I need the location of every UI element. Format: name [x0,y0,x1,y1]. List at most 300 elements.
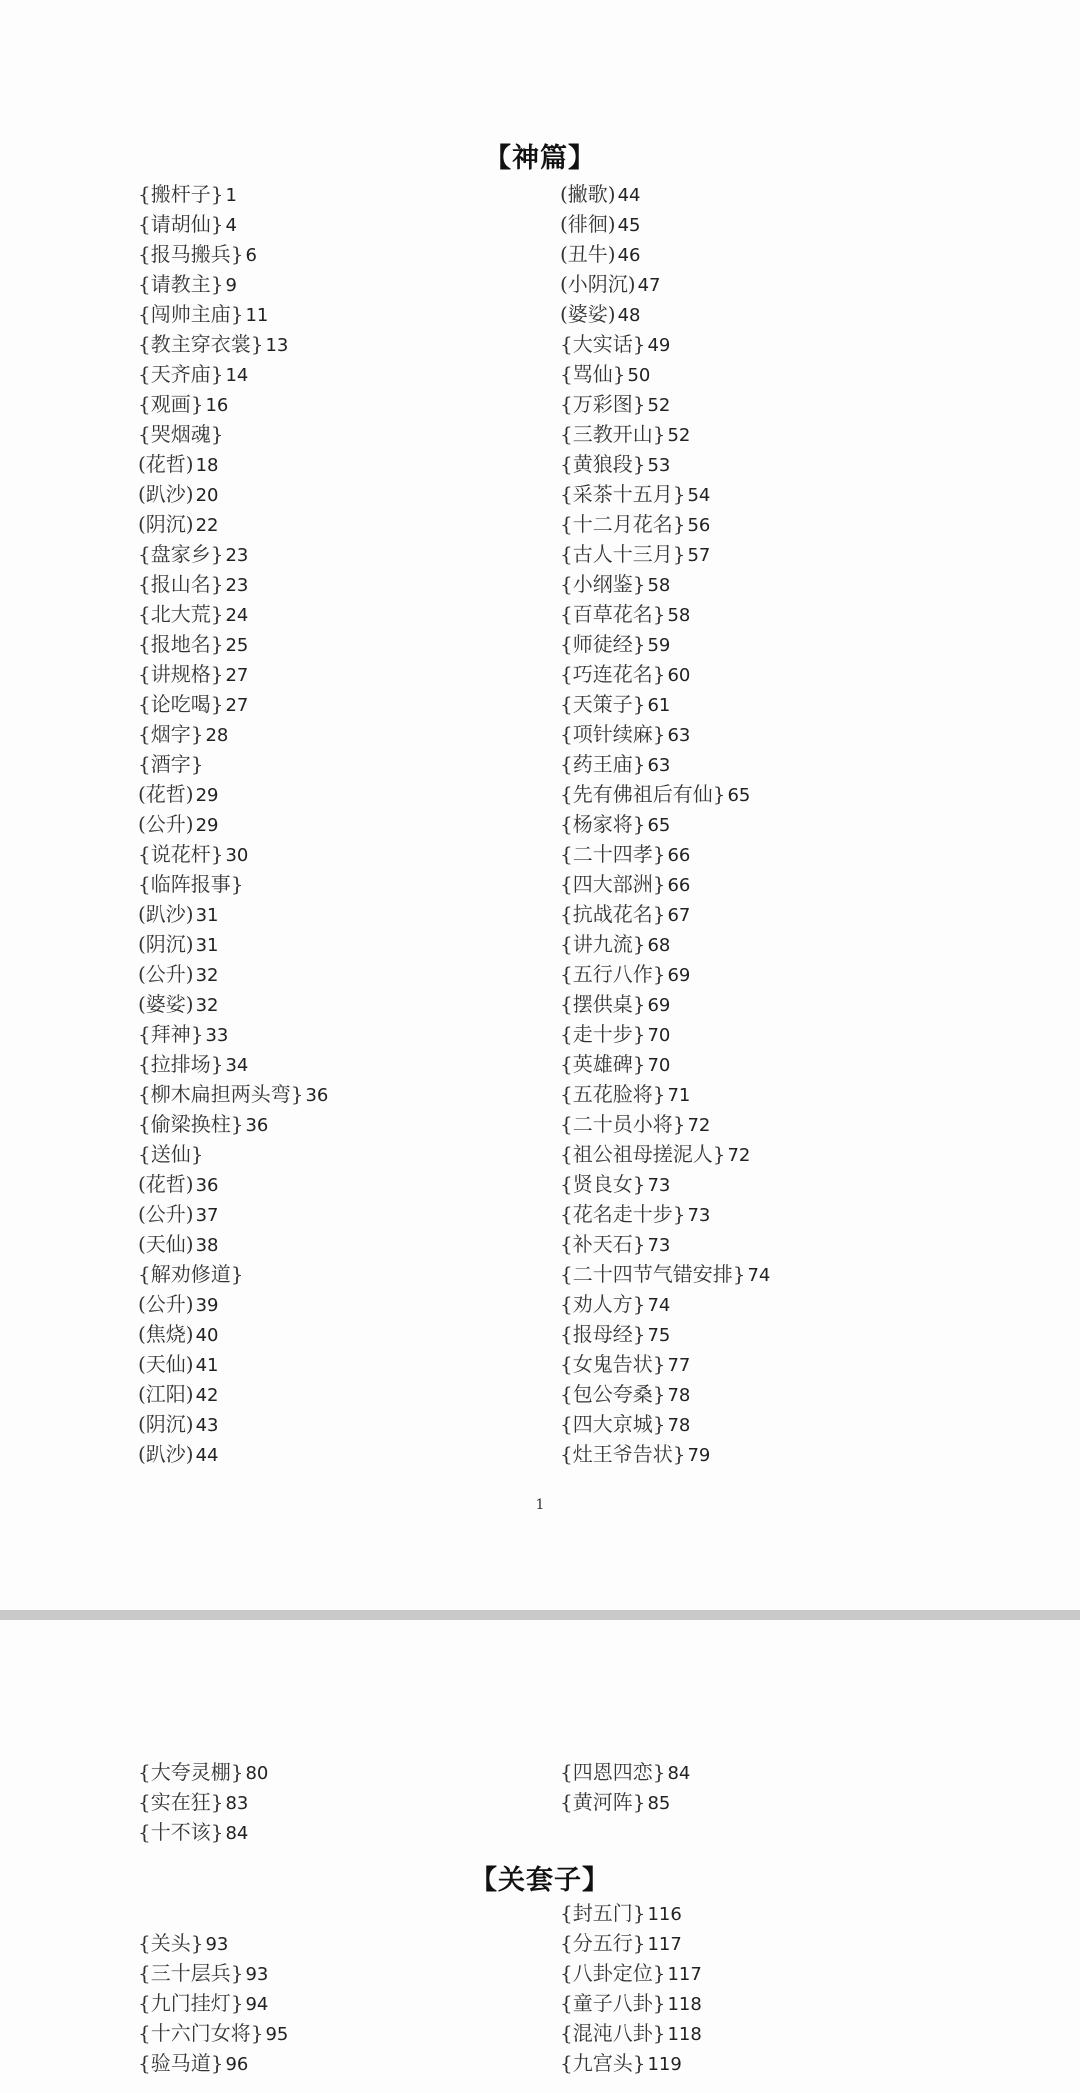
toc-entry [138,479,328,509]
toc-entry-title: {劝人方} [560,1292,646,1316]
toc-entry-title: {验马道} [138,2051,224,2075]
toc-entry-page: 72 [687,1115,711,1136]
toc-entry-page: 93 [205,1934,229,1955]
toc-entry-title: {实在狂} [138,1790,224,1814]
toc-entry-title: (阴沉) [138,932,194,956]
toc-entry [560,1379,770,1409]
toc-entry-page: 73 [687,1205,711,1226]
toc-entry-page: 65 [647,815,671,836]
toc-entry [560,179,770,209]
toc-entry [560,1988,702,2018]
toc-entry [560,2048,702,2078]
toc-entry-title: {酒字} [138,752,204,776]
toc-entry-page: 118 [667,1994,702,2015]
toc-entry [560,989,770,1019]
toc-entry-title: {补天石} [560,1232,646,1256]
toc-entry [560,1049,770,1079]
toc-entry-title: {大夸灵棚} [138,1760,244,1784]
toc-entry [560,689,770,719]
toc-entry-page: 72 [727,1145,751,1166]
toc-entry [560,1409,770,1439]
toc-entry-title: (焦烧) [138,1322,194,1346]
toc-entry [560,1439,770,1469]
toc-entry-title: {师徒经} [560,632,646,656]
toc-entry [560,389,770,419]
toc-entry-title: (徘徊) [560,212,616,236]
toc-entry [560,1787,690,1817]
toc-entry-page: 73 [647,1175,671,1196]
toc-entry-page: 36 [245,1115,269,1136]
toc-entry-title: {先有佛祖后有仙} [560,782,726,806]
toc-entry [560,869,770,899]
toc-entry-page: 74 [647,1295,671,1316]
toc-entry-title: (花哲) [138,452,194,476]
toc-entry [560,539,770,569]
toc-entry [560,239,770,269]
toc-entry-page: 96 [225,2054,249,2075]
toc-entry [138,929,328,959]
toc-entry-page: 42 [195,1385,219,1406]
toc-entry-title: {采茶十五月} [560,482,686,506]
toc-entry-title: {五行八作} [560,962,666,986]
toc-entry-title: (花哲) [138,782,194,806]
toc-entry [560,1079,770,1109]
toc-entry-page: 36 [305,1085,329,1106]
toc-entry-page: 54 [687,485,711,506]
toc-entry-title: {走十步} [560,1022,646,1046]
toc-entry [138,1439,328,1469]
toc-entry-page: 14 [225,365,249,386]
page-number: 1 [535,1497,545,1513]
section-heading-guantaozi: 【关套子】 [470,1865,610,1896]
toc-entry-page: 63 [667,725,691,746]
toc-entry-title: {讲九流} [560,932,646,956]
toc-entry-title: {四恩四恋} [560,1760,666,1784]
toc-entry [560,809,770,839]
toc-entry-title: (趴沙) [138,1442,194,1466]
toc-entry-page: 74 [747,1265,771,1286]
toc-entry-page: 31 [195,935,219,956]
toc-entry-page: 59 [647,635,671,656]
toc-entry [138,1988,288,2018]
toc-entry-title: {北大荒} [138,602,224,626]
toc-entry-page: 70 [647,1025,671,1046]
toc-entry [560,359,770,389]
toc-entry-page: 47 [637,275,661,296]
section-heading-shen: 【神篇】 [484,143,596,174]
toc-entry-page: 95 [265,2024,289,2045]
toc-entry-page: 45 [617,215,641,236]
toc-entry [138,629,328,659]
toc-entry [138,1019,328,1049]
toc-entry-page: 58 [647,575,671,596]
toc-entry-page: 27 [225,665,249,686]
toc-entry-title: {小纲鉴} [560,572,646,596]
toc-entry-page: 63 [647,755,671,776]
toc-entry-page: 29 [195,815,219,836]
toc-entry-page: 43 [195,1415,219,1436]
toc-entry [560,1757,690,1787]
toc-entry-title: {哭烟魂} [138,422,224,446]
toc-entry-page: 6 [245,245,257,266]
toc-entry-page: 36 [195,1175,219,1196]
toc-entry-page: 80 [245,1763,269,1784]
toc-entry [138,659,328,689]
toc-entry-page: 37 [195,1205,219,1226]
toc-entry-title: {混沌八卦} [560,2021,666,2045]
toc-entry-page: 16 [205,395,229,416]
toc-entry-title: {说花杆} [138,842,224,866]
toc-entry [560,329,770,359]
toc-entry-title: {封五门} [560,1901,646,1925]
toc-entry-page: 25 [225,635,249,656]
toc-entry [138,1319,328,1349]
toc-entry [560,1139,770,1169]
toc-entry-title: {英雄碑} [560,1052,646,1076]
toc-entry-page: 9 [225,275,237,296]
toc-entry [560,929,770,959]
toc-entry [560,1169,770,1199]
toc-entry [138,329,328,359]
toc-entry-title: {二十四孝} [560,842,666,866]
toc-entry [138,749,328,779]
toc-entry [560,779,770,809]
toc-entry-page: 34 [225,1055,249,1076]
toc-entry-page: 65 [727,785,751,806]
toc-entry-title: {盘家乡} [138,542,224,566]
toc-entry-page: 22 [195,515,219,536]
toc-entry-title: {柳木扁担两头弯} [138,1082,304,1106]
toc-entry [560,269,770,299]
toc-entry [138,1259,328,1289]
toc-entry [138,599,328,629]
toc-entry-title: {解劝修道} [138,1262,244,1286]
toc-entry-title: {五花脸将} [560,1082,666,1106]
toc-entry-page: 48 [617,305,641,326]
toc-entry [138,419,328,449]
toc-entry [560,1289,770,1319]
toc-entry [560,1109,770,1139]
toc-entry-page: 49 [647,335,671,356]
toc-entry-title: (天仙) [138,1352,194,1376]
toc-entry-title: {黄狼段} [560,452,646,476]
toc-entry-title: (丑牛) [560,242,616,266]
toc-entry-title: (公升) [138,962,194,986]
toc-entry-page: 56 [687,515,711,536]
toc-entry [560,1898,702,1928]
toc-entry-title: {童子八卦} [560,1991,666,2015]
toc-entry [560,1349,770,1379]
toc-entry-title: {请教主} [138,272,224,296]
toc-entry [138,779,328,809]
toc-entry [138,1139,328,1169]
toc-entry [138,1409,328,1439]
toc-entry-title: {二十四节气错安排} [560,1262,746,1286]
toc-entry [138,1787,268,1817]
toc-entry-page: 73 [647,1235,671,1256]
toc-entry [560,1019,770,1049]
toc-entry [560,959,770,989]
toc-entry-page: 79 [687,1445,711,1466]
toc-entry-title: {十六门女将} [138,2021,264,2045]
toc-entry-title: (花哲) [138,1172,194,1196]
toc-entry [560,1199,770,1229]
toc-entry-title: {包公夸桑} [560,1382,666,1406]
toc-entry-page: 52 [667,425,691,446]
toc-column-left [138,1928,288,2078]
toc-entry [560,569,770,599]
toc-entry-title: (阴沉) [138,1412,194,1436]
toc-entry-page: 61 [647,695,671,716]
toc-entry-page: 23 [225,545,249,566]
toc-entry [560,1229,770,1259]
toc-entry-title: {请胡仙} [138,212,224,236]
toc-entry [138,899,328,929]
toc-entry-title: (趴沙) [138,482,194,506]
toc-entry-page: 38 [195,1235,219,1256]
toc-entry [560,509,770,539]
toc-entry-title: (婆娑) [138,992,194,1016]
toc-entry-page: 84 [667,1763,691,1784]
toc-entry-page: 1 [225,185,237,206]
toc-entry [138,1349,328,1379]
toc-entry-title: {二十员小将} [560,1112,686,1136]
toc-entry [138,299,328,329]
toc-entry-page: 93 [245,1964,269,1985]
toc-entry [560,719,770,749]
toc-entry-title: {百草花名} [560,602,666,626]
toc-entry [560,299,770,329]
toc-entry-page: 41 [195,1355,219,1376]
toc-entry-title: (趴沙) [138,902,194,926]
toc-entry-title: {女鬼告状} [560,1352,666,1376]
toc-entry-page: 71 [667,1085,691,1106]
toc-entry-title: {万彩图} [560,392,646,416]
toc-entry-title: {分五行} [560,1931,646,1955]
toc-entry [560,1928,702,1958]
toc-entry [138,809,328,839]
toc-entry-title: {贤良女} [560,1172,646,1196]
toc-entry-page: 78 [667,1415,691,1436]
toc-entry-title: (天仙) [138,1232,194,1256]
toc-entry [138,1289,328,1319]
toc-entry-title: {十不该} [138,1820,224,1844]
toc-entry-title: {送仙} [138,1142,204,1166]
toc-entry [560,449,770,479]
toc-entry [138,1199,328,1229]
toc-column-left-continued [138,1757,268,1847]
toc-entry-title: (公升) [138,1292,194,1316]
toc-entry-page: 23 [225,575,249,596]
toc-entry-page: 75 [647,1325,671,1346]
toc-entry-page: 58 [667,605,691,626]
toc-entry-title: (公升) [138,1202,194,1226]
toc-entry [138,1049,328,1079]
toc-entry [138,269,328,299]
toc-entry-page: 116 [647,1904,682,1925]
toc-entry-page: 28 [205,725,229,746]
toc-entry-title: {摆供桌} [560,992,646,1016]
toc-entry [560,1958,702,1988]
toc-entry-title: {搬杆子} [138,182,224,206]
toc-entry-title: {天齐庙} [138,362,224,386]
toc-entry [138,839,328,869]
toc-entry [138,569,328,599]
toc-entry-title: {杨家将} [560,812,646,836]
toc-entry-title: {报母经} [560,1322,646,1346]
toc-entry-title: {骂仙} [560,362,626,386]
toc-entry-title: {祖公祖母搓泥人} [560,1142,726,1166]
toc-entry [560,629,770,659]
toc-entry-page: 119 [647,2054,682,2075]
toc-entry-page: 4 [225,215,237,236]
toc-entry [560,839,770,869]
toc-entry-title: {抗战花名} [560,902,666,926]
toc-entry-page: 33 [205,1025,229,1046]
toc-entry-page: 31 [195,905,219,926]
toc-entry [138,989,328,1019]
toc-entry [138,1958,288,1988]
toc-entry-page: 84 [225,1823,249,1844]
toc-entry-title: {临阵报事} [138,872,244,896]
toc-entry-page: 57 [687,545,711,566]
toc-entry [138,869,328,899]
toc-entry-title: (公升) [138,812,194,836]
toc-entry-title: {黄河阵} [560,1790,646,1814]
toc-entry [138,359,328,389]
toc-entry [138,1109,328,1139]
toc-entry-title: {四大部洲} [560,872,666,896]
toc-entry-page: 40 [195,1325,219,1346]
toc-entry-page: 60 [667,665,691,686]
toc-entry-page: 68 [647,935,671,956]
toc-entry-title: (婆娑) [560,302,616,326]
toc-entry [560,2018,702,2048]
toc-entry-title: {报马搬兵} [138,242,244,266]
toc-column-right [560,1898,702,2078]
toc-entry-page: 118 [667,2024,702,2045]
toc-entry-page: 69 [667,965,691,986]
toc-entry-title: {花名走十步} [560,1202,686,1226]
toc-entry-title: {关头} [138,1931,204,1955]
toc-entry-title: {教主穿衣裳} [138,332,264,356]
toc-entry-page: 117 [647,1934,682,1955]
toc-entry-title: {巧连花名} [560,662,666,686]
toc-entry [138,1928,288,1958]
toc-entry [560,419,770,449]
toc-entry [138,179,328,209]
toc-entry-title: {报地名} [138,632,224,656]
toc-column-right [560,179,770,1469]
toc-entry-title: {九宫头} [560,2051,646,2075]
toc-entry-page: 78 [667,1385,691,1406]
toc-entry-page: 11 [245,305,269,326]
toc-entry-title: (阴沉) [138,512,194,536]
toc-entry-page: 30 [225,845,249,866]
toc-entry-page: 53 [647,455,671,476]
toc-entry-page: 66 [667,845,691,866]
toc-entry-page: 29 [195,785,219,806]
toc-entry [560,599,770,629]
toc-entry [560,1319,770,1349]
toc-entry [138,1817,268,1847]
toc-entry-page: 83 [225,1793,249,1814]
toc-entry-page: 50 [627,365,651,386]
toc-entry-title: (小阴沉) [560,272,636,296]
toc-entry-title: (撇歌) [560,182,616,206]
toc-entry-page: 46 [617,245,641,266]
toc-entry-title: {报山名} [138,572,224,596]
toc-entry-page: 27 [225,695,249,716]
toc-entry-title: {古人十三月} [560,542,686,566]
toc-entry [560,659,770,689]
toc-column-left [138,179,328,1469]
toc-entry-page: 39 [195,1295,219,1316]
toc-entry-page: 13 [265,335,289,356]
toc-entry [138,449,328,479]
toc-entry-title: {三教开山} [560,422,666,446]
document-page-2 [0,1620,1080,2093]
toc-entry-title: {讲规格} [138,662,224,686]
toc-entry-title: {观画} [138,392,204,416]
toc-entry-title: {大实话} [560,332,646,356]
toc-entry [138,509,328,539]
toc-entry-title: {烟字} [138,722,204,746]
toc-entry-title: {三十层兵} [138,1961,244,1985]
toc-entry-page: 52 [647,395,671,416]
toc-entry-page: 24 [225,605,249,626]
toc-entry-title: {八卦定位} [560,1961,666,1985]
toc-entry [138,209,328,239]
toc-entry [138,2018,288,2048]
toc-entry [560,749,770,779]
toc-entry [138,389,328,419]
toc-entry-page: 32 [195,965,219,986]
toc-entry-page: 117 [667,1964,702,1985]
toc-entry [560,209,770,239]
toc-entry [138,719,328,749]
toc-entry-page: 77 [667,1355,691,1376]
toc-entry [138,2048,288,2078]
toc-entry-title: {灶王爷告状} [560,1442,686,1466]
toc-entry [138,1169,328,1199]
toc-entry-page: 44 [195,1445,219,1466]
toc-entry-title: (江阳) [138,1382,194,1406]
toc-entry-page: 70 [647,1055,671,1076]
toc-entry [138,1079,328,1109]
toc-entry-page: 32 [195,995,219,1016]
toc-entry-page: 67 [667,905,691,926]
toc-entry [138,1229,328,1259]
toc-column-right-continued [560,1757,690,1817]
toc-entry [560,1259,770,1289]
toc-entry-title: {拜神} [138,1022,204,1046]
toc-entry-page: 94 [245,1994,269,2015]
toc-entry-page: 18 [195,455,219,476]
toc-entry [138,959,328,989]
toc-entry [138,239,328,269]
toc-entry-title: {项针续麻} [560,722,666,746]
toc-entry-title: {天策子} [560,692,646,716]
toc-entry [560,899,770,929]
toc-entry-title: {闯帅主庙} [138,302,244,326]
toc-entry [138,1757,268,1787]
toc-entry-title: {拉排场} [138,1052,224,1076]
toc-entry [138,1379,328,1409]
toc-entry [138,689,328,719]
toc-entry-title: {药王庙} [560,752,646,776]
toc-entry-title: {偷梁换柱} [138,1112,244,1136]
